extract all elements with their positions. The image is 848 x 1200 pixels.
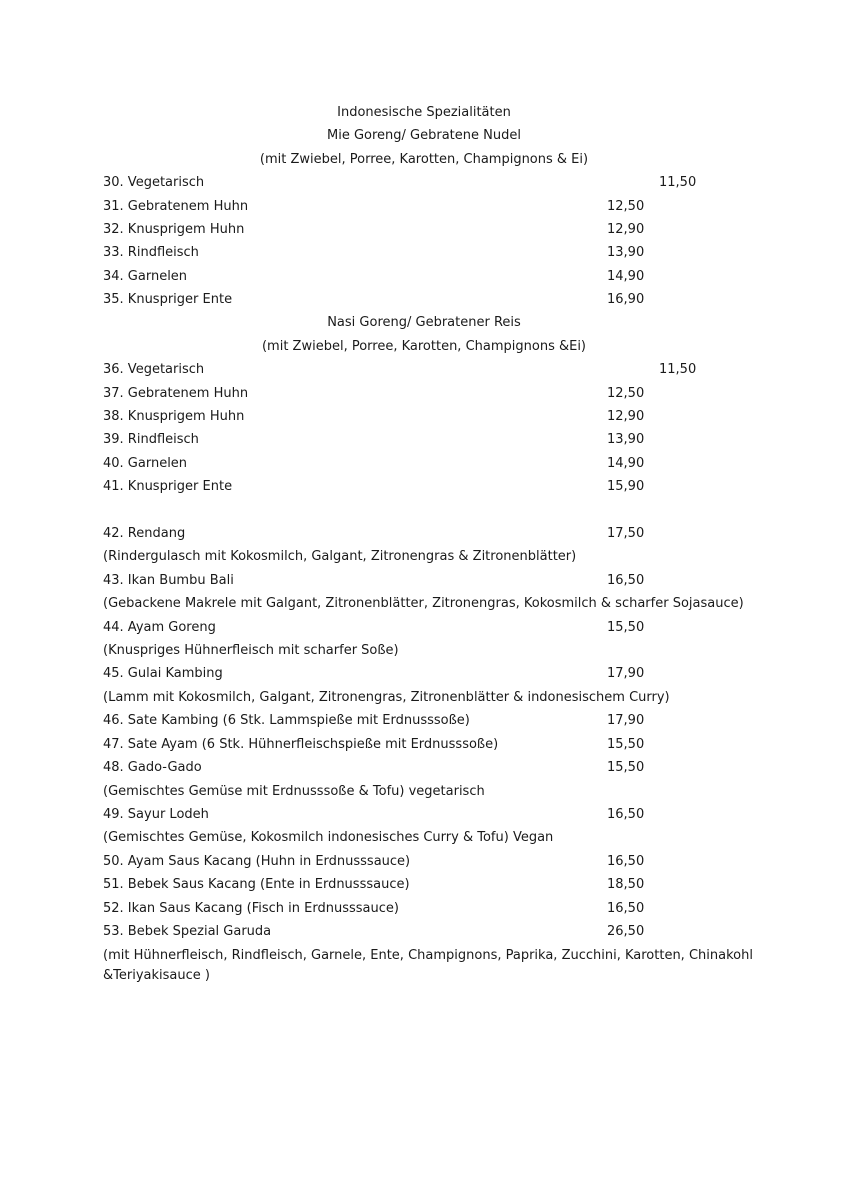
- menu-item: [0, 852, 848, 872]
- menu-item: [0, 477, 848, 497]
- item-price: 12,50: [607, 386, 645, 401]
- menu-item: [0, 220, 848, 240]
- item-name: 42. Rendang: [103, 526, 186, 541]
- menu-item: [0, 407, 848, 427]
- nasi-goreng-subheading: (mit Zwiebel, Porree, Karotten, Champignons &Ei): [261, 339, 587, 354]
- item-name: 53. Bebek Spezial Garuda: [103, 924, 272, 939]
- item-price: 14,90: [607, 269, 645, 284]
- menu-item: [0, 899, 848, 919]
- menu-item: [0, 524, 848, 544]
- item-name: 33. Rindfleisch: [103, 245, 199, 260]
- menu-item: [0, 360, 848, 380]
- menu-item: [0, 664, 848, 684]
- item-price: 13,90: [607, 432, 645, 447]
- item-description: (mit Hühnerfleisch, Rindfleisch, Garnele, Ente, Champignons, Paprika, Zucchini, Karotten, Chinakohl &Teriyakisauce ): [103, 948, 753, 983]
- item-description: [0, 547, 848, 567]
- item-price: 12,50: [607, 199, 645, 214]
- item-name: 35. Knuspriger Ente: [103, 292, 233, 307]
- item-price: 17,90: [607, 713, 645, 728]
- item-price: 12,90: [607, 409, 645, 424]
- description-text: (Lamm mit Kokosmilch, Galgant, Zitronengras, Zitronenblätter & indonesischem Curry): [103, 690, 670, 705]
- item-name: 46. Sate Kambing (6 Stk. Lammspieße mit Erdnusssoße): [103, 713, 470, 728]
- menu-item: [0, 735, 848, 755]
- description-text: (Gemischtes Gemüse, Kokosmilch indonesisches Curry & Tofu) Vegan: [103, 830, 554, 845]
- menu-item: [0, 454, 848, 474]
- description-text: (Gemischtes Gemüse mit Erdnusssoße & Tofu) vegetarisch: [103, 784, 485, 799]
- item-name: 43. Ikan Bumbu Bali: [103, 573, 234, 588]
- menu-item: [0, 711, 848, 731]
- menu-item: [0, 290, 848, 310]
- description-text: (Knuspriges Hühnerfleisch mit scharfer Soße): [103, 643, 399, 658]
- menu-item: [0, 430, 848, 450]
- item-name: 44. Ayam Goreng: [103, 620, 216, 635]
- item-name: 45. Gulai Kambing: [103, 666, 223, 681]
- item-description: [0, 782, 848, 802]
- item-name: 32. Knusprigem Huhn: [103, 222, 245, 237]
- item-name: 36. Vegetarisch: [103, 362, 205, 377]
- menu-item: [0, 267, 848, 287]
- item-name: 37. Gebratenem Huhn: [103, 386, 249, 401]
- item-description: [0, 828, 848, 848]
- menu-item: [0, 384, 848, 404]
- item-description: [0, 641, 848, 661]
- menu-item: [0, 197, 848, 217]
- item-name: 30. Vegetarisch: [103, 175, 205, 190]
- item-price: 18,50: [607, 877, 645, 892]
- description-text: (Rindergulasch mit Kokosmilch, Galgant, Zitronengras & Zitronenblätter): [103, 549, 577, 564]
- item-name: 40. Garnelen: [103, 456, 188, 471]
- menu-item: [0, 875, 848, 895]
- menu-item: [0, 571, 848, 591]
- item-price: 16,50: [607, 807, 645, 822]
- menu-item: [0, 173, 848, 193]
- menu-title: Indonesische Spezialitäten: [337, 105, 511, 120]
- description-text: (Gebackene Makrele mit Galgant, Zitronenblätter, Zitronengras, Kokosmilch & scharfer Sojasauce): [103, 596, 744, 611]
- item-name: 41. Knuspriger Ente: [103, 479, 233, 494]
- item-price: 12,90: [607, 222, 645, 237]
- mie-goreng-heading: Mie Goreng/ Gebratene Nudel: [327, 128, 521, 143]
- item-price: 16,50: [607, 901, 645, 916]
- item-name: 50. Ayam Saus Kacang (Huhn in Erdnusssauce): [103, 854, 411, 869]
- item-price: 16,50: [607, 854, 645, 869]
- menu-item: [0, 618, 848, 638]
- item-price: 16,50: [607, 573, 645, 588]
- item-name: 31. Gebratenem Huhn: [103, 199, 249, 214]
- item-price: 15,90: [607, 479, 645, 494]
- item-price: 13,90: [607, 245, 645, 260]
- menu-item: [0, 243, 848, 263]
- item-description: [0, 688, 848, 708]
- item-price: 15,50: [607, 620, 645, 635]
- item-name: 39. Rindfleisch: [103, 432, 199, 447]
- nasi-goreng-heading: Nasi Goreng/ Gebratener Reis: [327, 315, 521, 330]
- item-description: [0, 594, 848, 614]
- item-price: 15,50: [607, 760, 645, 775]
- item-name: 51. Bebek Saus Kacang (Ente in Erdnusssauce): [103, 877, 410, 892]
- menu-item: [0, 805, 848, 825]
- mie-goreng-subheading: (mit Zwiebel, Porree, Karotten, Champignons & Ei): [259, 152, 589, 167]
- item-price: 15,50: [607, 737, 645, 752]
- item-name: 47. Sate Ayam (6 Stk. Hühnerfleischspieße mit Erdnusssoße): [103, 737, 499, 752]
- item-name: 34. Garnelen: [103, 269, 188, 284]
- item-price: 11,50: [659, 175, 697, 190]
- item-name: 52. Ikan Saus Kacang (Fisch in Erdnusssauce): [103, 901, 399, 916]
- item-price: 17,50: [607, 526, 645, 541]
- menu-item: [0, 922, 848, 942]
- item-price: 11,50: [659, 362, 697, 377]
- item-price: 14,90: [607, 456, 645, 471]
- item-price: 26,50: [607, 924, 645, 939]
- item-name: 48. Gado-Gado: [103, 760, 202, 775]
- item-price: 16,90: [607, 292, 645, 307]
- item-price: 17,90: [607, 666, 645, 681]
- item-name: 38. Knusprigem Huhn: [103, 409, 245, 424]
- item-name: 49. Sayur Lodeh: [103, 807, 209, 822]
- menu-item: [0, 758, 848, 778]
